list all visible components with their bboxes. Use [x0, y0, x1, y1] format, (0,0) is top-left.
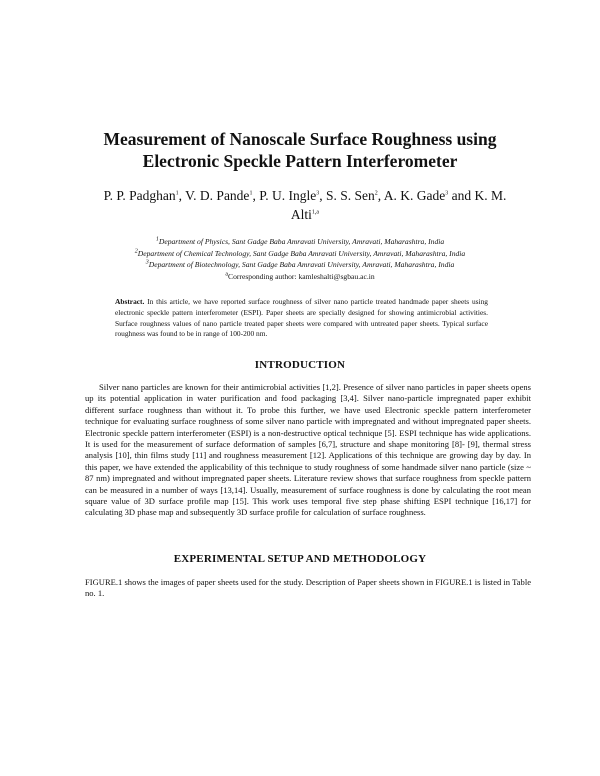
section-heading-introduction: INTRODUCTION: [254, 359, 346, 371]
title-line-1: Measurement of Nanoscale Surface Roughness using: [103, 129, 497, 149]
author: V. D. Pande$^1$,: [185, 188, 260, 203]
title-line-2: Electronic Speckle Pattern Interferometer: [142, 151, 458, 171]
affiliation: $^2$Department of Chemical Technology, Sant Gadge Baba Amravati University, Amravati, Maharashtra, India: [134, 247, 466, 258]
paper-title: [60, 128, 540, 172]
corresponding-author: $^a$Corresponding author: kamleshalti@sgbau.ac.in: [225, 270, 375, 281]
author: P. P. Padghan$^1$,: [103, 188, 186, 203]
affiliation: $^1$Department of Physics, Sant Gadge Baba Amravati University, Amravati, Maharashtra, India: [155, 236, 445, 246]
introduction-paragraph: Silver nano particles are known for their antimicrobial activities [1,2]. Presence of silver nano particles in paper sheets opens up its potential application in water purification and food packaging [3,4]. Silver nano-particle impregnated paper exhibit different surface roughness than without it. To probe this further, we have used Electronic speckle pattern interferometer technique for evaluating surface roughness of some silver nano particle with impregnated and without impregnated paper sheets. Electronic speckle pattern interferometer (ESPI) is a non-destructive optical technique [5]. ESPI technique has wide applications. It is used for the measurement of surface deformation of samples [6,7], structure and shape monitoring [8]- [9], thermal stress analysis [10], thin films study [11] and roughness measurement [12]. Applications of this technique are growing day by day. In this paper, we have extended the applicability of this technique to study roughness of some handmade silver nano particle (size ~ 87 nm) impregnated and without impregnated paper sheets. Literature review shows that surface roughness from speckle pattern can be measured in a number of ways [13,14]. Usually, measurement of surface roughness is done by calculating the root mean square value of 3D surface profile map [15]. This work uses temporal five step phase shifting ESPI technique [16,17] for calculating 3D phase map and subsequently 3D surface profile for calculation of surface roughness.: [85, 382, 531, 518]
author: K. M. Alti$^{1,a}$: [290, 188, 507, 222]
abstract-label: Abstract.: [115, 297, 145, 306]
experimental-paragraph: FIGURE.1 shows the images of paper sheets used for the study. Description of Paper sheets shown in FIGURE.1 is listed in Table no. 1.: [85, 577, 531, 599]
abstract-text: In this article, we have reported surface roughness of silver nano particle treated handmade paper sheets using electronic speckle pattern interferometer (ESPI). Paper sheets are specially designed for showing antimicrobial activities. Surface roughness values of nano particle treated paper sheets were compared with untreated paper sheets. Typical surface roughness was found to be in range of 100-200 nm.: [115, 297, 488, 339]
author: S. S. Sen$^2$,: [325, 188, 384, 203]
author-list: [95, 186, 515, 224]
section-heading-experimental: EXPERIMENTAL SETUP AND METHODOLOGY: [173, 553, 427, 565]
abstract: [115, 297, 488, 340]
affiliations: [60, 236, 540, 282]
author: P. U. Ingle$^3$,: [259, 188, 326, 203]
affiliation: $^3$Department of Biotechnology, Sant Gadge Baba Amravati University, Amravati, Maharashtra, India: [145, 259, 455, 269]
author: A. K. Gade$^3$ and: [383, 188, 475, 203]
